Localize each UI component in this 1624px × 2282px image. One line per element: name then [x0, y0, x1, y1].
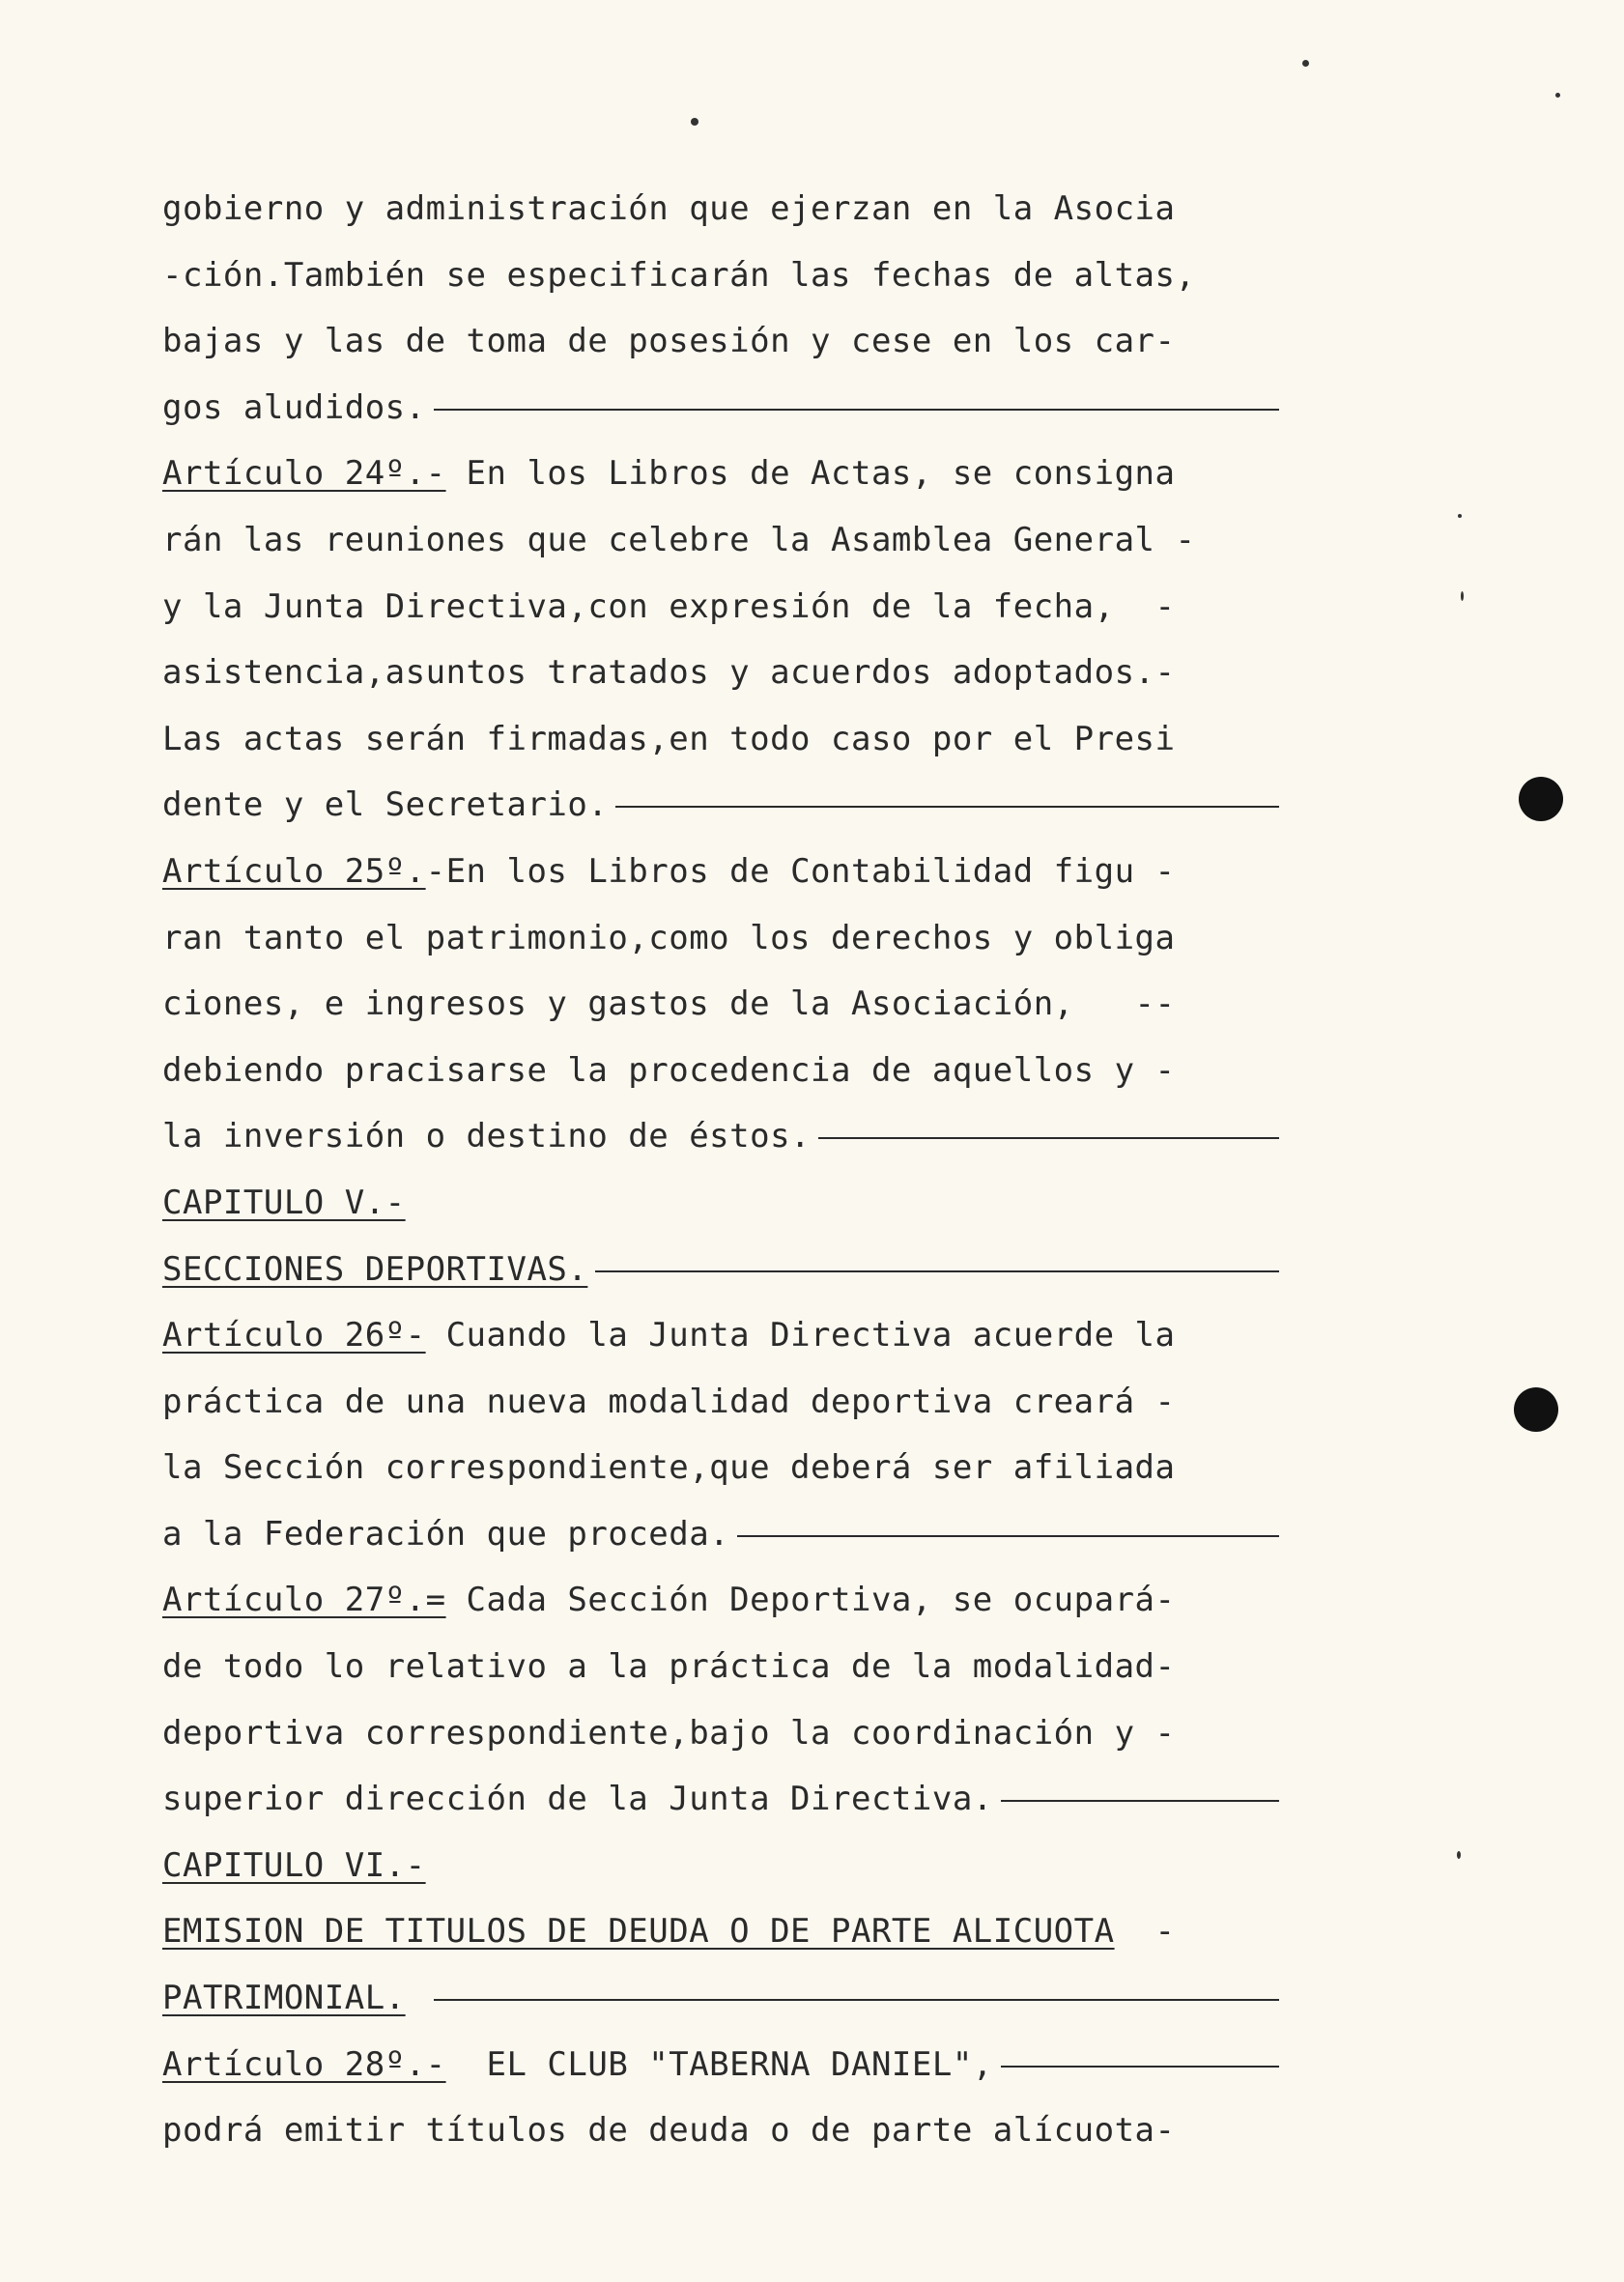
line-text: Cada Sección Deportiva, se ocupará- [445, 1581, 1176, 1620]
text-line [162, 1766, 1283, 1833]
line-text: podrá emitir títulos de deuda o de parte alícuota- [162, 2111, 1176, 2151]
text-line [162, 507, 1293, 574]
line-text: gobierno y administración que ejerzan en la Asocia [162, 189, 1176, 228]
underlined-heading: CAPITULO VI.- [162, 1845, 426, 1885]
text-line [162, 706, 1293, 773]
text-line [162, 1103, 1283, 1170]
line-text: ciones, e ingresos y gastos de la Asociación, -- [162, 984, 1176, 1024]
text-line [162, 1567, 1293, 1634]
text-line [162, 375, 1283, 442]
underlined-heading: CAPITULO V.- [162, 1183, 406, 1222]
text-line [162, 242, 1293, 309]
underlined-heading: Artículo 28º.- [162, 2044, 446, 2084]
text-line [162, 441, 1293, 507]
underlined-heading: Artículo 25º. [162, 851, 426, 891]
text-line [162, 905, 1293, 972]
line-text: gos aludidos. [162, 387, 426, 427]
line-text: a la Federación que proceda. [162, 1514, 730, 1554]
line-text: la inversión o destino de éstos. [162, 1117, 812, 1156]
ink-speck [1461, 591, 1464, 601]
text-line [162, 1501, 1283, 1568]
underlined-heading: Artículo 27º.= [162, 1581, 446, 1620]
text-line [162, 1634, 1293, 1700]
line-filler-rule [818, 1137, 1279, 1139]
ink-speck [1302, 60, 1309, 67]
underlined-heading: Artículo 26º- [162, 1316, 426, 1355]
ink-speck [1458, 514, 1462, 518]
line-text: asistencia,asuntos tratados y acuerdos adoptados.- [162, 653, 1176, 693]
text-line [162, 574, 1293, 641]
text-line [162, 971, 1293, 1038]
text-line [162, 640, 1293, 706]
line-text [406, 1965, 426, 2032]
line-text: superior dirección de la Junta Directiva. [162, 1780, 993, 1819]
ink-speck [1555, 93, 1560, 98]
document-body [162, 176, 1293, 2164]
text-line [162, 2032, 1283, 2098]
line-filler-rule [434, 1999, 1279, 2001]
line-text: -En los Libros de Contabilidad figu - [425, 851, 1176, 891]
line-text: debiendo pracisarse la procedencia de aquellos y - [162, 1050, 1176, 1090]
line-text: bajas y las de toma de posesión y cese en los car- [162, 322, 1176, 361]
line-text: rán las reuniones que celebre la Asamblea General - [162, 520, 1196, 559]
text-line [162, 1038, 1293, 1104]
text-line [162, 1898, 1293, 1965]
line-filler-rule [615, 806, 1279, 808]
text-line [162, 1965, 1283, 2032]
line-text: y la Junta Directiva,con expresión de la fecha, - [162, 586, 1176, 626]
text-line [162, 772, 1283, 839]
text-line [162, 1700, 1293, 1767]
line-text: -ción.También se especificarán las fechas de altas, [162, 255, 1196, 295]
line-filler-rule [737, 1535, 1279, 1537]
line-text: deportiva correspondiente,bajo la coordinación y - [162, 1713, 1176, 1753]
line-text: de todo lo relativo a la práctica de la modalidad- [162, 1647, 1176, 1687]
punch-hole-top [1519, 777, 1563, 821]
line-text: dente y el Secretario. [162, 785, 609, 825]
line-text: En los Libros de Actas, se consigna [445, 454, 1176, 494]
line-filler-rule [1001, 2066, 1279, 2068]
text-line [162, 1237, 1283, 1303]
ink-speck [691, 118, 698, 126]
text-line [162, 2097, 1293, 2164]
line-text: la Sección correspondiente,que deberá ser afiliada [162, 1448, 1176, 1488]
text-line [162, 1369, 1293, 1436]
line-filler-rule [1001, 1800, 1279, 1802]
text-line [162, 176, 1293, 242]
line-filler-rule [434, 409, 1279, 411]
text-line [162, 308, 1293, 375]
line-text: Las actas serán firmadas,en todo caso por el Presi [162, 719, 1176, 758]
line-text: Cuando la Junta Directiva acuerde la [425, 1316, 1176, 1355]
underlined-heading: EMISION DE TITULOS DE DEUDA O DE PARTE ALICUOTA [162, 1912, 1115, 1952]
underlined-heading: SECCIONES DEPORTIVAS. [162, 1249, 588, 1289]
punch-hole-bottom [1514, 1387, 1558, 1432]
text-line [162, 1302, 1293, 1369]
underlined-heading: PATRIMONIAL. [162, 1979, 406, 2018]
text-line [162, 1435, 1293, 1501]
line-text: - [1114, 1912, 1176, 1952]
line-text: ran tanto el patrimonio,como los derechos y obliga [162, 918, 1176, 957]
text-line [162, 1833, 1293, 1899]
text-line [162, 1170, 1293, 1237]
line-text: EL CLUB "TABERNA DANIEL", [445, 2044, 993, 2084]
underlined-heading: Artículo 24º.- [162, 454, 446, 494]
line-text: práctica de una nueva modalidad deportiva creará - [162, 1382, 1176, 1421]
text-line [162, 839, 1293, 905]
ink-speck [1457, 1851, 1461, 1859]
line-filler-rule [595, 1270, 1279, 1272]
